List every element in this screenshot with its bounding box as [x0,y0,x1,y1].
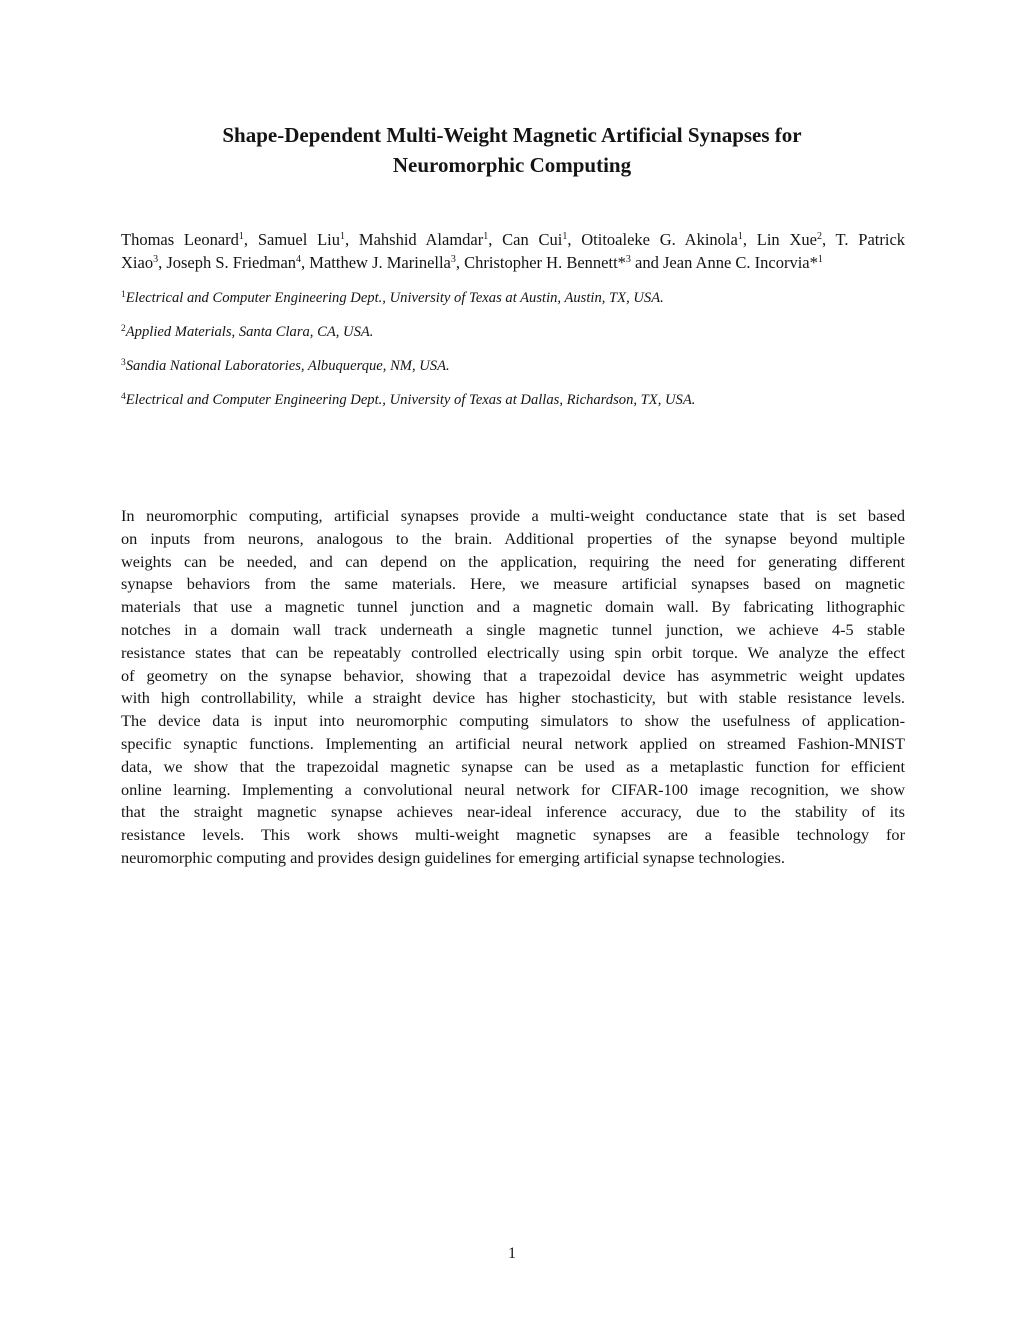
author-separator: , [345,230,359,249]
abstract-line: specific synaptic functions. Implementing an artificial neural network applied on streamed Fashion-MNIST [121,733,905,753]
page-number: 1 [508,1245,516,1262]
abstract-line: resistance states that can be repeatably controlled electrically using spin orbit torque. We analyze the effect [121,642,905,662]
abstract-line: that the straight magnetic synapse achieves near-ideal inference accuracy, due to the stability of its [121,802,905,822]
author-name: Christopher H. Bennett* [464,253,626,272]
author-affiliation-mark: 3 [153,254,159,265]
paper-title [120,120,904,180]
author-separator: and [630,253,663,272]
abstract-line: resistance levels. This work shows multi-weight magnetic synapses are a feasible technology for [121,825,905,845]
author-affiliation-mark: 1 [483,231,489,242]
author-name: Xiao [121,253,154,272]
author-separator: , [158,253,167,272]
author-separator: , [243,230,258,249]
author-affiliation-mark: 1 [562,231,568,242]
author-name: Samuel Liu [257,230,340,249]
author-separator: , [567,230,582,249]
author-line-2 [121,251,905,274]
author-affiliation-mark: 1 [817,254,823,265]
affiliation-text: Electrical and Computer Engineering Dept., University of Texas at Austin, Austin, TX, USA. [125,290,664,306]
author-name: Matthew J. Marinella [309,253,451,272]
abstract-line: notches in a domain wall track underneath a single magnetic tunnel junction, we achieve 4-5 stable [121,619,905,639]
abstract-line: synapse behaviors from the same materials. Here, we measure artificial synapses based on magnetic [121,574,905,594]
abstract-line: weights can be needed, and can depend on the application, requiring the need for generating different [121,551,905,571]
author-name: Can Cui [502,230,563,249]
author-affiliation-mark: 1 [238,231,244,242]
abstract-line: In neuromorphic computing, artificial synapses provide a multi-weight conductance state that is set based [121,506,905,525]
abstract-line: on inputs from neurons, analogous to the brain. Additional properties of the synapse beyond multiple [121,528,905,548]
affiliation-3 [121,357,905,375]
title-line-1: Shape-Dependent Multi-Weight Magnetic Artificial Synapses for [222,123,802,147]
abstract-line: online learning. Implementing a convolutional neural network for CIFAR-100 image recognition, we show [121,779,905,799]
author-affiliation-mark: 2 [816,231,822,242]
author-list [121,228,905,274]
affiliation-2 [121,323,905,341]
affiliation-text: Applied Materials, Santa Clara, CA, USA. [125,324,374,340]
abstract-paragraph [121,505,905,870]
abstract-line: materials that use a magnetic tunnel junction and a magnetic domain wall. By fabricating lithographic [121,597,905,617]
author-line-1 [121,228,905,251]
author-separator: , [821,230,836,249]
author-affiliation-mark: 3 [625,254,631,265]
affiliation-text: Electrical and Computer Engineering Dept., University of Texas at Dallas, Richardson, TX, USA. [125,392,696,408]
affiliation-1 [121,289,905,307]
affiliation-number: 3 [121,358,126,368]
author-affiliation-mark: 4 [296,254,302,265]
abstract-line: of geometry on the synapse behavior, showing that a trapezoidal device has asymmetric weight updates [121,665,905,685]
author-name: Otitoaleke G. Akinola [581,230,738,249]
author-name: Joseph S. Friedman [166,253,297,272]
author-name: Lin Xue [756,230,817,249]
author-name: Thomas Leonard [121,230,239,249]
abstract-line: with high controllability, while a straight device has higher stochasticity, but with stable resistance levels. [121,688,905,708]
author-affiliation-mark: 1 [737,231,743,242]
abstract-line: data, we show that the trapezoidal magnetic synapse can be used as a metaplastic function for efficient [121,756,905,776]
author-separator: , [742,230,757,249]
author-affiliation-mark: 3 [450,254,456,265]
author-name: T. Patrick [835,230,906,249]
affiliation-4 [121,391,905,409]
author-separator: , [488,230,503,249]
abstract-line: The device data is input into neuromorphic computing simulators to show the usefulness of application- [121,711,905,731]
author-separator: , [455,253,465,272]
author-name: Jean Anne C. Incorvia* [663,253,818,272]
author-separator: , [301,253,310,272]
affiliation-number: 1 [121,290,126,300]
affiliation-number: 2 [121,324,126,334]
affiliation-text: Sandia National Laboratories, Albuquerque, NM, USA. [125,358,450,374]
author-affiliation-mark: 1 [340,231,345,242]
title-line-2: Neuromorphic Computing [392,153,632,177]
author-name: Mahshid Alamdar [358,230,484,249]
abstract-line: neuromorphic computing and provides design guidelines for emerging artificial synapse technologies. [121,847,785,867]
affiliation-number: 4 [121,392,126,402]
